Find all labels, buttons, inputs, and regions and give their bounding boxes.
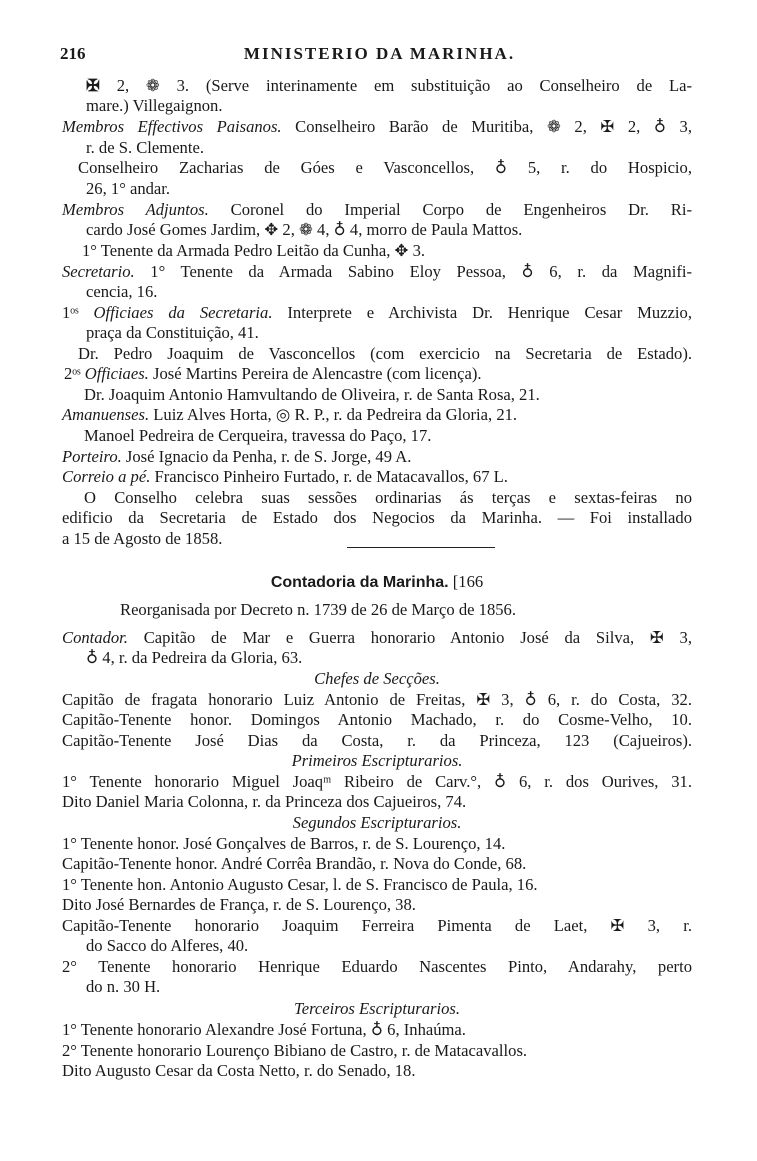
text-line: praça da Constituição, 41.	[86, 323, 259, 342]
list-item: Capitão-Tenente honorario Joaquim Ferreira Pimenta de Laet, ✠ 3, r.	[62, 916, 692, 935]
text-line: Membros Adjuntos. Coronel do Imperial Corpo de Engenheiros Dr. Ri-	[62, 200, 692, 219]
decree-line: Reorganisada por Decreto n. 1739 de 26 de Março de 1856.	[120, 600, 516, 619]
list-item: do n. 30 H.	[86, 977, 161, 996]
list-item: Capitão de fragata honorario Luiz Antonio de Freitas, ✠ 3, ♁ 6, r. do Costa, 32.	[62, 690, 692, 709]
text-line: 26, 1° andar.	[86, 179, 171, 198]
list-item: Capitão-Tenente honor. André Corrêa Brandão, r. Nova do Conde, 68.	[62, 854, 527, 873]
text-line: Manoel Pedreira de Cerqueira, travessa do Paço, 17.	[84, 426, 432, 445]
text-line: 2ᵒˢ Officiaes. José Martins Pereira de Alencastre (com licença).	[64, 364, 482, 383]
text-line: Dr. Joaquim Antonio Hamvultando de Oliveira, r. de Santa Rosa, 21.	[84, 385, 540, 404]
text-line: Contador. Capitão de Mar e Guerra honorario Antonio José da Silva, ✠ 3,	[62, 628, 692, 647]
list-item: 1° Tenente honor. José Gonçalves de Barros, r. de S. Lourenço, 14.	[62, 834, 506, 853]
paragraph-line: edificio da Secretaria de Estado dos Negocios da Marinha. — Foi installado	[62, 508, 692, 527]
section-label: Correio a pé.	[62, 467, 151, 486]
list-item: 1° Tenente honorario Miguel Joaqᵐ Ribeiro de Carv.°, ♁ 6, r. dos Ourives, 31.	[62, 772, 692, 791]
running-title: MINISTERIO DA MARINHA.	[243, 44, 516, 63]
text-line: cencia, 16.	[86, 282, 158, 301]
text-line: Conselheiro Zacharias de Góes e Vasconcellos, ♁ 5, r. do Hospicio,	[78, 158, 692, 177]
section-label: Porteiro.	[62, 447, 122, 466]
section-label: Amanuenses.	[62, 405, 150, 424]
text-line: Membros Effectivos Paisanos. Conselheiro Barão de Muritiba, ❁ 2, ✠ 2, ♁ 3,	[62, 117, 692, 136]
text-line: Amanuenses. Luiz Alves Horta, ◎ R. P., r. da Pedreira da Gloria, 21.	[62, 405, 518, 424]
section-label: Secretario.	[62, 262, 135, 281]
list-item: Dito Daniel Maria Colonna, r. da Princeza dos Cajueiros, 74.	[62, 792, 467, 811]
paragraph-line: O Conselho celebra suas sessões ordinarias ás terças e sextas-feiras no	[84, 488, 692, 507]
paragraph-line: a 15 de Agosto de 1858.	[62, 529, 223, 548]
cross-icon: ✠	[86, 76, 100, 95]
text-line: ✠ 2, ❁ 3. (Serve interinamente em substituição ao Conselheiro de La-	[86, 76, 692, 95]
subsection-heading: Segundos Escripturarios.	[292, 813, 462, 832]
text-line: mare.) Villegaignon.	[86, 96, 223, 115]
list-item: Capitão-Tenente honor. Domingos Antonio Machado, r. do Cosme-Velho, 10.	[62, 710, 692, 729]
list-item: Dito José Bernardes de França, r. de S. Lourenço, 38.	[62, 895, 416, 914]
list-item: 2° Tenente honorario Henrique Eduardo Nascentes Pinto, Andarahy, perto	[62, 957, 692, 976]
section-title: Contadoria da Marinha. [166	[270, 572, 484, 591]
section-label: Membros Effectivos Paisanos.	[62, 117, 282, 136]
section-label: Contador.	[62, 628, 128, 647]
list-item: Capitão-Tenente José Dias da Costa, r. da Princeza, 123 (Cajueiros).	[62, 731, 692, 750]
text-line: cardo José Gomes Jardim, ✥ 2, ❁ 4, ♁ 4, morro de Paula Mattos.	[86, 220, 523, 239]
list-item: Dito Augusto Cesar da Costa Netto, r. do Senado, 18.	[62, 1061, 416, 1080]
text-line: 1ᵒˢ Officiaes da Secretaria. Interprete e Archivista Dr. Henrique Cesar Muzzio,	[62, 303, 692, 322]
text-line: Porteiro. José Ignacio da Penha, r. de S. Jorge, 49 A.	[62, 447, 412, 466]
text-line: Dr. Pedro Joaquim de Vasconcellos (com exercicio na Secretaria de Estado).	[78, 344, 692, 363]
list-item: do Sacco do Alferes, 40.	[86, 936, 249, 955]
list-item: 2° Tenente honorario Lourenço Bibiano de Castro, r. de Matacavallos.	[62, 1041, 528, 1060]
text-line: Secretario. 1° Tenente da Armada Sabino Eloy Pessoa, ♁ 6, r. da Magnifi-	[62, 262, 692, 281]
text-line: ♁ 4, r. da Pedreira da Gloria, 63.	[86, 648, 303, 667]
text-line: 1° Tenente da Armada Pedro Leitão da Cunha, ✥ 3.	[82, 241, 426, 260]
section-divider	[347, 547, 495, 548]
subsection-heading: Chefes de Secções.	[314, 669, 440, 688]
text-line: r. de S. Clemente.	[86, 138, 204, 157]
section-label: Membros Adjuntos.	[62, 200, 209, 219]
section-label: Officiaes.	[84, 364, 149, 383]
section-label: Officiaes da Secretaria.	[93, 303, 273, 322]
text-line: Correio a pé. Francisco Pinheiro Furtado, r. de Matacavallos, 67 L.	[62, 467, 508, 486]
list-item: 1° Tenente hon. Antonio Augusto Cesar, l. de S. Francisco de Paula, 16.	[62, 875, 538, 894]
subsection-heading: Terceiros Escripturarios.	[294, 999, 460, 1018]
subsection-heading: Primeiros Escripturarios.	[291, 751, 463, 770]
list-item: 1° Tenente honorario Alexandre José Fortuna, ♁ 6, Inhaúma.	[62, 1020, 466, 1039]
running-header	[62, 44, 697, 66]
page-number: 216	[60, 44, 86, 63]
